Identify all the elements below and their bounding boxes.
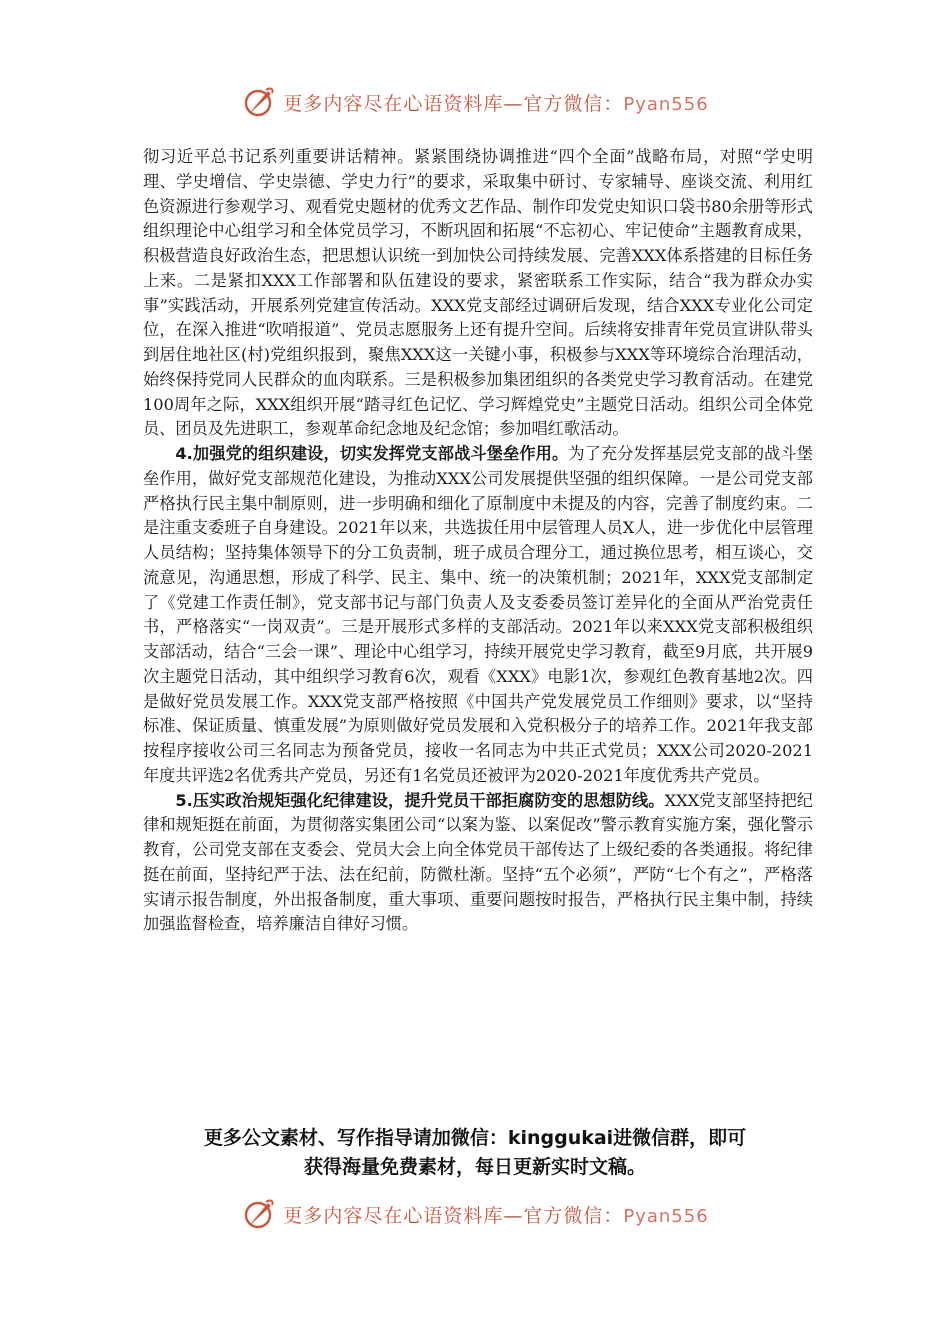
header-banner-text bbox=[283, 89, 708, 116]
footer-separator: — bbox=[503, 1204, 524, 1227]
header-brand: 更多内容尽在心语资料库 bbox=[283, 92, 504, 115]
paragraph-3-text: XXX党支部坚持把纪律和规矩挺在前面，为贯彻落实集团公司“以案为鉴、以案促改”警示教育实施方案，强化警示教育，公司党支部在支委会、党员大会上向全体党员干部传达了上级纪委的各类通报。将纪律挺在前面，坚持纪严于法、法在纪前，防微杜渐。坚持“五个必须”，严防“七个有之”，严格落实请示报告制度，外出报备制度，重大事项、重要问题按时报告，严格执行民主集中制，持续加强监督检查，培养廉洁自律好习惯。 bbox=[143, 790, 813, 934]
footer-brand: 更多内容尽在心语资料库 bbox=[283, 1204, 504, 1227]
paragraph-2-text: 为了充分发挥基层党支部的战斗堡垒作用，做好党支部规范化建设，为推动XXX公司发展提供坚强的组织保障。一是公司党支部严格执行民主集中制原则，进一步明确和细化了原制度中未提及的内容，完善了制度约束。二是注重支委班子自身建设。2021年以来，共选拔任用中层管理人员X人，进一步优化中层管理人员结构；坚持集体领导下的分工负责制，班子成员合理分工，通过换位思考，相互谈心，交流意见，沟通思想，形成了科学、民主、集中、统一的决策机制；2021年，XXX党支部制定了《党建工作责任制》，党支部书记与部门负责人及支委委员签订差异化的全面从严治党责任书，严格落实“一岗双责”。三是开展形式多样的支部活动。2021年以来XXX党支部积极组织支部活动，结合“三会一课”、理论中心组学习，持续开展党史学习教育，截至9月底，共开展9次主题党日活动，其中组织学习教育6次，观看《XXX》电影1次，参观红色教育基地2次。四是做好党员发展工作。XXX党支部严格按照《中国共产党发展党员工作细则》要求，以“坚持标准、保证质量、慎重发展”为原则做好党员发展和入党积极分子的培养工作。2021年我支部按程序接收公司三名同志为预备党员，接收一名同志为中共正式党员；XXX公司2020-2021年度共评选2名优秀共产党员，另还有1名党员还被评为2020-2021年度优秀共产党员。 bbox=[143, 444, 813, 785]
paragraph-3 bbox=[143, 789, 813, 938]
quill-logo-icon bbox=[241, 85, 275, 119]
header-banner bbox=[0, 80, 950, 124]
footer-wechat-label: 官方微信： bbox=[523, 1204, 624, 1227]
header-separator: — bbox=[503, 92, 524, 115]
paragraph-2-heading: 4.加强党的组织建设，切实发挥党支部战斗堡垒作用。 bbox=[175, 444, 569, 463]
promo-notice bbox=[120, 1124, 830, 1182]
document-body bbox=[143, 145, 813, 937]
footer-banner bbox=[0, 1192, 950, 1236]
header-wechat-label: 官方微信： bbox=[523, 92, 624, 115]
paragraph-1 bbox=[143, 145, 813, 442]
paragraph-3-heading: 5.压实政治规矩强化纪律建设，提升党员干部拒腐防变的思想防线。 bbox=[175, 790, 665, 810]
quill-logo-icon bbox=[241, 1197, 275, 1231]
header-wechat-id: Pyan556 bbox=[623, 93, 709, 115]
promo-line-1: 更多公文素材、写作指导请加微信：kinggukai进微信群，即可 bbox=[203, 1127, 747, 1149]
promo-line-2: 获得海量免费素材，每日更新实时文稿。 bbox=[303, 1156, 646, 1178]
paragraph-1-text: 彻习近平总书记系列重要讲话精神。紧紧围绕协调推进“四个全面”战略布局，对照“学史明理、学史增信、学史崇德、学史力行”的要求，采取集中研讨、专家辅导、座谈交流、利用红色资源进行参观学习、观看党史题材的优秀文艺作品、制作印发党史知识口袋书80余册等形式组织理论中心组学习和全体党员学习，不断巩固和拓展“不忘初心、牢记使命”主题教育成果，积极营造良好政治生态，把思想认识统一到加快公司持续发展、完善XXX体系搭建的目标任务上来。二是紧扣XXX工作部署和队伍建设的要求，紧密联系工作实际，结合“我为群众办实事”实践活动，开展系列党建宣传活动。XXX党支部经过调研后发现，结合XXX专业化公司定位，在深入推进“吹哨报道”、党员志愿服务上还有提升空间。后续将安排青年党员宣讲队带头到居住地社区(村)党组织报到，聚焦XXX这一关键小事，积极参与XXX等环境综合治理活动，始终保持党同人民群众的血肉联系。三是积极参加集团组织的各类党史学习教育活动。在建党100周年之际，XXX组织开展“踏寻红色记忆、学习辉煌党史”主题党日活动。组织公司全体党员、团员及先进职工，参观革命纪念地及纪念馆；参加唱红歌活动。 bbox=[143, 147, 813, 439]
footer-wechat-id: Pyan556 bbox=[623, 1205, 709, 1227]
paragraph-2 bbox=[143, 442, 813, 789]
footer-banner-text bbox=[283, 1201, 708, 1228]
